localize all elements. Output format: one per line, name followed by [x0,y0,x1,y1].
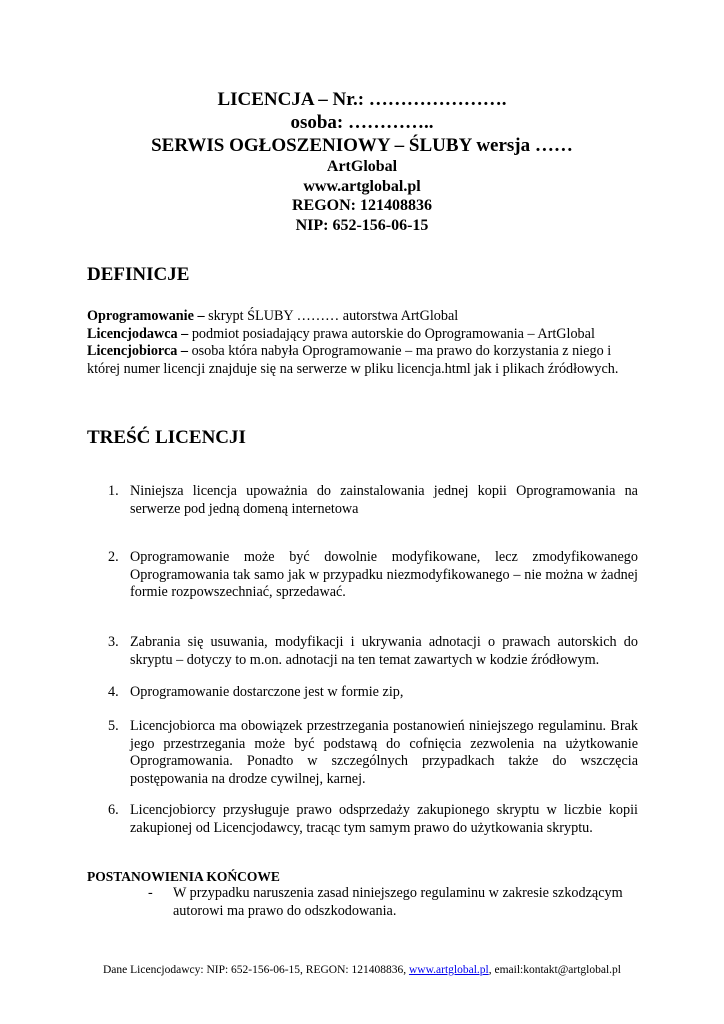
license-item-text: Oprogramowanie dostarczone jest w formie zip, [130,684,404,700]
license-item-text: Licencjobiorca ma obowiązek przestrzegania postanowień niniejszego regulaminu. Brak jego przestrzegania może być podstawą do cofnięcia zezwolenia na użytkowanie Oprogramowania. Ponadto w szczególnych przypadkach także do wszczęcia postępowania na drodze cywilnej, karnej. [130,718,638,787]
definition-text: osoba która nabyła Oprogramowanie – ma prawo do korzystania z niego i której numer licencji znajduje się na serwerze w pliku licencja.html jak i plikach źródłowych. [87,343,619,377]
license-item [108,634,638,669]
license-item-number: 3. [108,634,119,650]
footer-suffix: , email:kontakt@artglobal.pl [488,964,621,976]
definitions-title: DEFINICJE [87,264,190,285]
company-nip: NIP: 652-156-06-15 [295,216,429,234]
definition-term: Oprogramowanie – [87,308,205,324]
license-item [108,684,638,702]
definition-item [87,343,647,378]
final-provisions-title: POSTANOWIENIA KOŃCOWE [87,869,280,884]
license-header [0,88,724,235]
license-item [108,718,638,788]
definition-text: podmiot posiadający prawa autorskie do Oprogramowania – ArtGlobal [188,325,595,342]
final-provision-text: W przypadku naruszenia zasad niniejszego regulaminu w zakresie szkodzącym autorowi ma prawo do odszkodowania. [173,885,623,919]
definition-item [87,308,647,326]
license-item [108,483,638,518]
license-item [108,802,638,837]
license-item-number: 1. [108,483,119,499]
license-item-text: Niniejsza licencja upoważnia do zainstalowania jednej kopii Oprogramowania na serwerze pod jedną domeną internetowa [130,483,638,517]
company-regon: REGON: 121408836 [292,197,432,214]
license-item [108,549,638,602]
license-item-text: Zabrania się usuwania, modyfikacji i ukrywania adnotacji o prawach autorskich do skryptu – dotyczy to m.on. adnotacji na ten temat zawartych w kodzie źródłowym. [130,634,638,668]
footer-prefix: Dane Licencjodawcy: NIP: 652-156-06-15, REGON: 121408836, [103,964,409,976]
bullet-dash: - [148,885,153,901]
definition-term: Licencjodawca – [87,325,189,342]
license-item-text: Oprogramowanie może być dowolnie modyfikowane, lecz zmodyfikowanego Oprogramowania tak samo jak w przypadku niezmodyfikowanego – nie można w żadnej formie rozpowszechniać, sprzedawać. [130,549,638,601]
license-item-number: 4. [108,684,119,700]
footer-website-link[interactable]: www.artglobal.pl [408,964,489,976]
license-item-text: Licencjobiorcy przysługuje prawo odsprzedaży zakupionego skryptu w liczbie kopii zakupionej od Licencjodawcy, tracąc tym samym prawo do użytkowania skryptu. [130,802,638,836]
license-content-title: TREŚĆ LICENCJI [87,427,246,448]
licensee-line: osoba: ………….. [290,112,434,133]
final-provision-item [148,885,638,920]
definition-term: Licencjobiorca – [87,343,189,360]
license-number-line: LICENCJA – Nr.: …………………. [217,89,507,110]
license-item-number: 6. [108,802,119,818]
definition-text: skrypt ŚLUBY ……… autorstwa ArtGlobal [204,308,459,324]
company-website: www.artglobal.pl [303,177,421,195]
definition-item [87,326,647,344]
product-line: SERWIS OGŁOSZENIOWY – ŚLUBY wersja …… [151,135,573,156]
company-name: ArtGlobal [326,158,398,175]
license-item-number: 2. [108,549,119,565]
definitions-list [87,308,647,378]
license-item-number: 5. [108,718,119,734]
page-footer [0,964,724,976]
